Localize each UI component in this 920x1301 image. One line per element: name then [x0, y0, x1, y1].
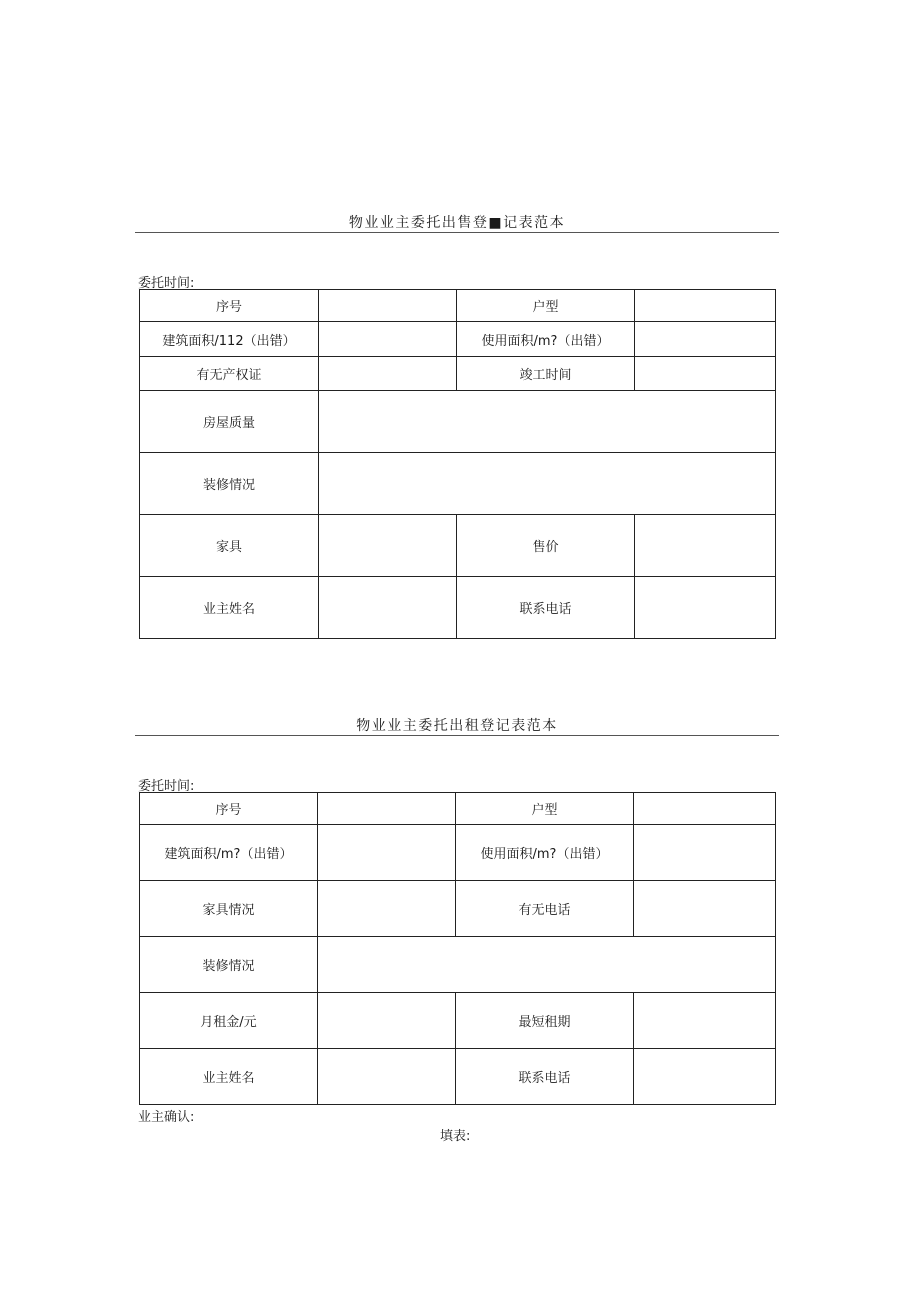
table-row [140, 937, 776, 993]
rent-value-cell[interactable] [634, 993, 776, 1049]
sale-value-cell[interactable] [319, 515, 457, 577]
sale-value-cell[interactable] [319, 322, 457, 357]
sale-value-cell[interactable] [635, 515, 776, 577]
rent-label-cell: 联系电话 [456, 1049, 634, 1105]
rent-value-cell[interactable] [318, 937, 776, 993]
rent-label-cell: 装修情况 [140, 937, 318, 993]
rent-label-cell: 序号 [140, 793, 318, 825]
sale-value-cell[interactable] [319, 453, 776, 515]
sale-label-cell: 使用面积/m?（出错） [457, 322, 635, 357]
sale-form-title: 物业业主委托出售登■记表范本 [348, 215, 566, 231]
sale-form-table [139, 289, 776, 639]
sale-time-label: 委托时间: [138, 276, 195, 291]
rent-time-label: 委托时间: [138, 779, 195, 794]
rent-label-cell: 月租金/元 [140, 993, 318, 1049]
sale-value-cell[interactable] [319, 391, 776, 453]
table-row [140, 881, 776, 937]
sale-value-cell[interactable] [635, 357, 776, 391]
rent-label-cell: 最短租期 [456, 993, 634, 1049]
rent-value-cell[interactable] [634, 1049, 776, 1105]
rent-value-cell[interactable] [318, 881, 456, 937]
rent-form-title: 物业业主委托出租登记表范本 [356, 718, 558, 734]
rent-value-cell[interactable] [634, 825, 776, 881]
sale-title-rule [135, 232, 779, 233]
sale-label-cell: 房屋质量 [140, 391, 319, 453]
rent-label-cell: 有无电话 [456, 881, 634, 937]
rent-label-cell: 户型 [456, 793, 634, 825]
sale-label-cell: 有无产权证 [140, 357, 319, 391]
sale-label-cell: 业主姓名 [140, 577, 319, 639]
rent-label-cell: 家具情况 [140, 881, 318, 937]
rent-value-cell[interactable] [318, 825, 456, 881]
table-row [140, 825, 776, 881]
rent-label-cell: 业主姓名 [140, 1049, 318, 1105]
sale-value-cell[interactable] [319, 290, 457, 322]
table-row [140, 515, 776, 577]
table-row [140, 357, 776, 391]
rent-value-cell[interactable] [634, 881, 776, 937]
table-row [140, 453, 776, 515]
sale-label-cell: 家具 [140, 515, 319, 577]
rent-form-table [139, 792, 776, 1105]
sale-label-cell: 序号 [140, 290, 319, 322]
table-row [140, 391, 776, 453]
table-row [140, 577, 776, 639]
sale-value-cell[interactable] [319, 357, 457, 391]
sale-value-cell[interactable] [635, 577, 776, 639]
sale-label-cell: 联系电话 [457, 577, 635, 639]
rent-label-cell: 建筑面积/m?（出错） [140, 825, 318, 881]
owner-confirm-label: 业主确认: [138, 1110, 195, 1125]
sale-value-cell[interactable] [635, 322, 776, 357]
sale-label-cell: 竣工时间 [457, 357, 635, 391]
rent-label-cell: 使用面积/m?（出错） [456, 825, 634, 881]
rent-title-rule [135, 735, 779, 736]
rent-value-cell[interactable] [318, 793, 456, 825]
sale-value-cell[interactable] [319, 577, 457, 639]
sale-label-cell: 建筑面积/112（出错） [140, 322, 319, 357]
table-row [140, 290, 776, 322]
sale-value-cell[interactable] [635, 290, 776, 322]
sale-label-cell: 售价 [457, 515, 635, 577]
table-row [140, 1049, 776, 1105]
table-row [140, 322, 776, 357]
filler-label: 填表: [440, 1129, 471, 1144]
sale-label-cell: 装修情况 [140, 453, 319, 515]
rent-value-cell[interactable] [318, 993, 456, 1049]
rent-value-cell[interactable] [318, 1049, 456, 1105]
sale-label-cell: 户型 [457, 290, 635, 322]
table-row [140, 793, 776, 825]
table-row [140, 993, 776, 1049]
rent-value-cell[interactable] [634, 793, 776, 825]
